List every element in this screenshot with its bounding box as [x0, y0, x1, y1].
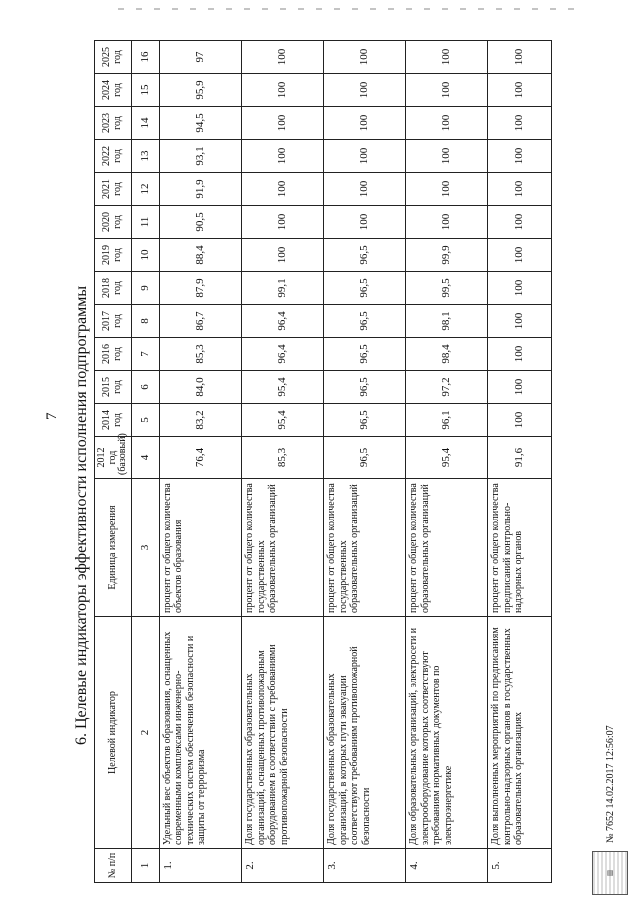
header-indicator: Целевой индикатор — [95, 617, 132, 849]
column-number: 5 — [131, 404, 159, 437]
value-cell: 100 — [488, 173, 552, 206]
table-row — [406, 41, 488, 883]
header-number: № п/п — [95, 849, 132, 883]
value-cell: 100 — [488, 41, 552, 74]
column-number: 13 — [131, 140, 159, 173]
header-year-2015: 2015 год — [95, 371, 132, 404]
column-number: 11 — [131, 206, 159, 239]
column-number: 15 — [131, 74, 159, 107]
column-number: 7 — [131, 338, 159, 371]
value-cell: 85,3 — [242, 437, 324, 479]
table-row — [488, 41, 552, 883]
value-cell: 100 — [324, 41, 406, 74]
value-cell: 100 — [488, 107, 552, 140]
value-cell: 95,9 — [159, 74, 241, 107]
value-cell: 96,5 — [324, 272, 406, 305]
unit-text: процент от общего количества объектов образования — [159, 479, 241, 617]
header-year-2021: 2021 год — [95, 173, 132, 206]
indicator-text: Доля государственных образовательных организаций, оснащенных противопожарным оборудованием в соответствии с требованиями противопожарной безопасности — [242, 617, 324, 849]
value-cell: 100 — [242, 140, 324, 173]
document-stamp — [592, 725, 628, 895]
row-number: 5. — [488, 849, 552, 883]
column-number: 4 — [131, 437, 159, 479]
value-cell: 96,5 — [324, 338, 406, 371]
row-number: 2. — [242, 849, 324, 883]
scan-artifact-line — [118, 8, 578, 10]
header-year-2025: 2025 год — [95, 41, 132, 74]
value-cell: 100 — [406, 107, 488, 140]
column-number: 8 — [131, 305, 159, 338]
value-cell: 100 — [488, 74, 552, 107]
indicator-table-wrapper — [94, 41, 552, 883]
value-cell: 76,4 — [159, 437, 241, 479]
value-cell: 100 — [242, 206, 324, 239]
indicator-text: Удельный вес объектов образования, оснащенных современными комплексами инженерно-технических систем обеспечения безопасности и защиты от терроризма — [159, 617, 241, 849]
value-cell: 90,5 — [159, 206, 241, 239]
value-cell: 100 — [488, 206, 552, 239]
unit-text: процент от общего количества образовательных организаций — [406, 479, 488, 617]
value-cell: 100 — [488, 140, 552, 173]
column-number: 2 — [131, 617, 159, 849]
value-cell: 99,1 — [242, 272, 324, 305]
table-header-row — [95, 41, 132, 883]
unit-text: процент от общего количества государственных образовательных организаций — [242, 479, 324, 617]
value-cell: 94,5 — [159, 107, 241, 140]
value-cell: 100 — [488, 338, 552, 371]
column-number: 3 — [131, 479, 159, 617]
column-number: 1 — [131, 849, 159, 883]
column-number: 14 — [131, 107, 159, 140]
value-cell: 96,5 — [324, 437, 406, 479]
header-unit: Единица измерения — [95, 479, 132, 617]
value-cell: 91,6 — [488, 437, 552, 479]
value-cell: 100 — [324, 107, 406, 140]
value-cell: 100 — [242, 74, 324, 107]
header-year-2020: 2020 год — [95, 206, 132, 239]
header-year-2019: 2019 год — [95, 239, 132, 272]
value-cell: 97,2 — [406, 371, 488, 404]
table-row — [242, 41, 324, 883]
value-cell: 98,4 — [406, 338, 488, 371]
value-cell: 100 — [242, 239, 324, 272]
header-year-2014: 2014 год — [95, 404, 132, 437]
value-cell: 100 — [406, 74, 488, 107]
value-cell: 95,4 — [406, 437, 488, 479]
table-row — [324, 41, 406, 883]
value-cell: 88,4 — [159, 239, 241, 272]
value-cell: 100 — [242, 41, 324, 74]
column-number: 12 — [131, 173, 159, 206]
value-cell: 91,9 — [159, 173, 241, 206]
value-cell: 96,5 — [324, 404, 406, 437]
value-cell: 100 — [488, 272, 552, 305]
header-year-2018: 2018 год — [95, 272, 132, 305]
indicator-text: Доля выполненных мероприятий по предписаниям контрольно-надзорных органов в государственных образовательных организациях — [488, 617, 552, 849]
indicator-text: Доля образовательных организаций, электросети и электрооборудование которых соответствуют требованиям нормативных документов по электроэнергетике — [406, 617, 488, 849]
value-cell: 100 — [488, 371, 552, 404]
value-cell: 100 — [324, 206, 406, 239]
row-number: 1. — [159, 849, 241, 883]
unit-text: процент от общего количества предписаний контрольно-надзорных органов — [488, 479, 552, 617]
header-year-2017: 2017 год — [95, 305, 132, 338]
value-cell: 100 — [406, 41, 488, 74]
value-cell: 96,5 — [324, 371, 406, 404]
column-number: 6 — [131, 371, 159, 404]
value-cell: 83,2 — [159, 404, 241, 437]
value-cell: 100 — [488, 239, 552, 272]
value-cell: 96,4 — [242, 305, 324, 338]
header-year-2023: 2023 год — [95, 107, 132, 140]
row-number: 3. — [324, 849, 406, 883]
header-year-2022: 2022 год — [95, 140, 132, 173]
page-number: 7 — [44, 412, 60, 420]
value-cell: 86,7 — [159, 305, 241, 338]
value-cell: 100 — [324, 173, 406, 206]
value-cell: 99,9 — [406, 239, 488, 272]
value-cell: 93,1 — [159, 140, 241, 173]
value-cell: 96,4 — [242, 338, 324, 371]
column-number: 9 — [131, 272, 159, 305]
value-cell: 100 — [242, 107, 324, 140]
indicator-table — [94, 40, 552, 883]
value-cell: 98,1 — [406, 305, 488, 338]
value-cell: 100 — [406, 206, 488, 239]
value-cell: 87,9 — [159, 272, 241, 305]
value-cell: 100 — [488, 305, 552, 338]
value-cell: 96,5 — [324, 305, 406, 338]
value-cell: 100 — [406, 140, 488, 173]
document-id: № 7652 14.02.2017 12:56:07 — [604, 725, 616, 843]
value-cell: 96,1 — [406, 404, 488, 437]
unit-text: процент от общего количества государственных образовательных организаций — [324, 479, 406, 617]
header-year-2012: 2012 год (базовый) — [95, 437, 132, 479]
stamp-mark-icon: ▥ — [592, 851, 628, 895]
value-cell: 100 — [406, 173, 488, 206]
header-year-2016: 2016 год — [95, 338, 132, 371]
column-number: 16 — [131, 41, 159, 74]
value-cell: 100 — [488, 404, 552, 437]
header-year-2024: 2024 год — [95, 74, 132, 107]
table-row — [159, 41, 241, 883]
value-cell: 100 — [324, 74, 406, 107]
value-cell: 100 — [324, 140, 406, 173]
indicator-text: Доля государственных образовательных организаций, в которых пути эвакуации соответствуют требованиям противопожарной безопасности — [324, 617, 406, 849]
value-cell: 100 — [242, 173, 324, 206]
value-cell: 95,4 — [242, 404, 324, 437]
column-number: 10 — [131, 239, 159, 272]
column-number-row — [131, 41, 159, 883]
value-cell: 84,0 — [159, 371, 241, 404]
value-cell: 95,4 — [242, 371, 324, 404]
section-heading: 6. Целевые индикаторы эффективности исполнения подпрограммы — [73, 285, 90, 745]
value-cell: 85,3 — [159, 338, 241, 371]
value-cell: 96,5 — [324, 239, 406, 272]
value-cell: 99,5 — [406, 272, 488, 305]
value-cell: 97 — [159, 41, 241, 74]
row-number: 4. — [406, 849, 488, 883]
